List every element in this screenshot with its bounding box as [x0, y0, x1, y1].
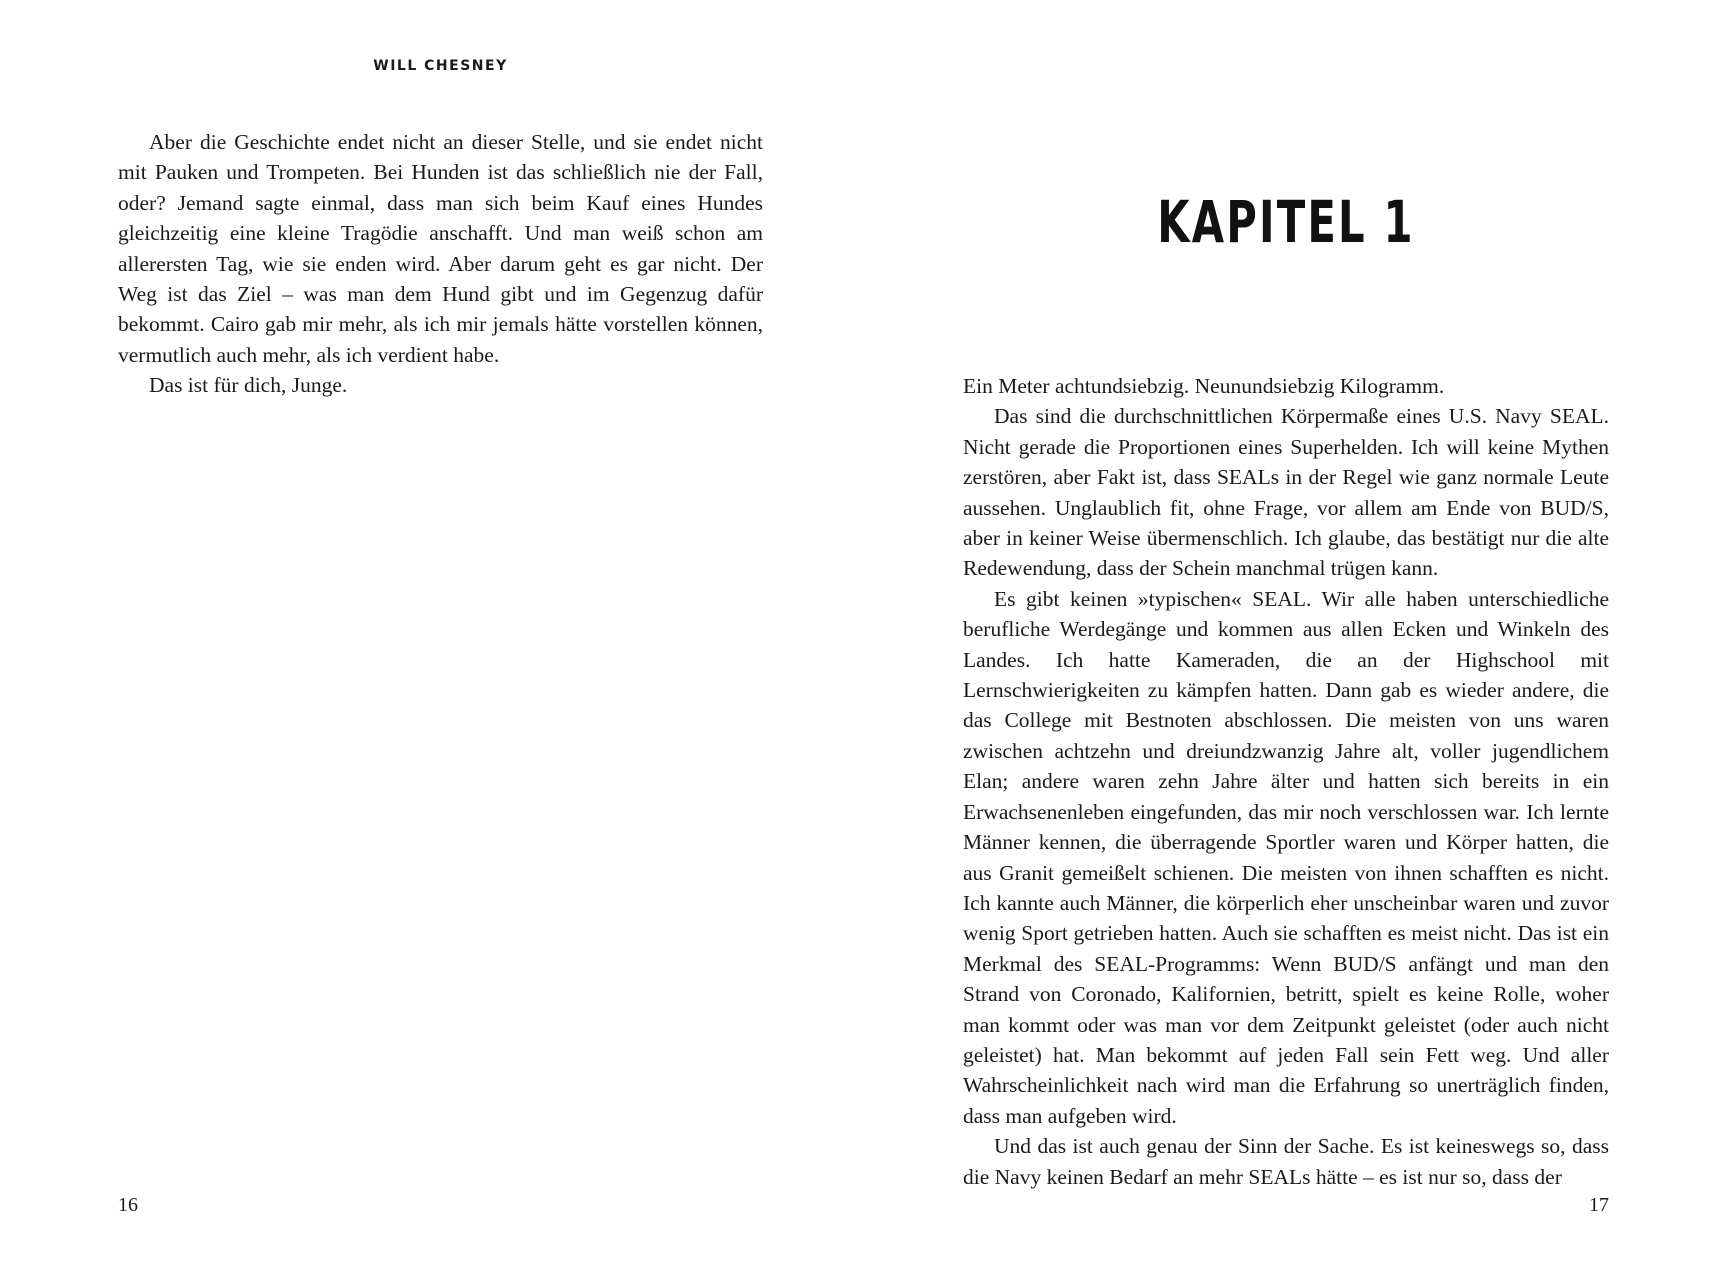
paragraph: Aber die Geschichte endet nicht an dieser Stelle, und sie endet nicht mit Pauken und Trompeten. Bei Hunden ist das schließlich nie der Fall, oder? Jemand sagte einmal, dass man sich beim Kauf eines Hundes gleichzeitig eine kleine Tragödie anschafft. Und man weiß schon am allerersten Tag, wie sie enden wird. Aber darum geht es gar nicht. Der Weg ist das Ziel – was man dem Hund gibt und im Gegenzug dafür bekommt. Cairo gab mir mehr, als ich mir jemals hätte vorstellen können, vermutlich auch mehr, als ich verdient habe. [118, 130, 763, 367]
page-number: 16 [118, 1194, 138, 1216]
body-text [118, 127, 763, 401]
right-page [856, 0, 1713, 1270]
paragraph: Und das ist auch genau der Sinn der Sache. Es ist keineswegs so, dass die Navy keinen Bedarf an mehr SEALs hätte – es ist nur so, dass der [963, 1134, 1609, 1189]
paragraph: Es gibt keinen »typischen« SEAL. Wir alle haben unterschiedliche berufliche Werdegänge und kommen aus allen Ecken und Winkeln des Landes. Ich hatte Kameraden, die an der Highschool mit Lernschwierigkeiten zu kämpfen hatten. Dann gab es wieder andere, die das College mit Bestnoten abschlossen. Die meisten von uns waren zwischen achtzehn und dreiundzwanzig Jahre alt, voller jugendlichem Elan; andere waren zehn Jahre älter und hatten sich bereits in ein Erwachsenenleben eingefunden, das mir noch verschlossen war. Ich lernte Männer kennen, die überragende Sportler waren und Körper hatten, die aus Granit gemeißelt schienen. Die meisten von ihnen schafften es nicht. Ich kannte auch Männer, die körperlich eher unscheinbar waren und zuvor wenig Sport getrieben hatten. Auch sie schafften es meist nicht. Das ist ein Merkmal des SEAL-Programms: Wenn BUD/S anfängt und man den Strand von Coronado, Kalifornien, betritt, spielt es keine Rolle, woher man kommt oder was man vor dem Zeitpunkt geleistet (oder auch nicht geleistet) hat. Man bekommt auf jeden Fall sein Fett weg. Und aller Wahrscheinlichkeit nach wird man die Erfahrung so unerträglich finden, dass man aufgeben wird. [963, 586, 1609, 1128]
paragraph: Das sind die durchschnittlichen Körpermaße eines U.S. Navy SEAL. Nicht gerade die Proportionen eines Superhelden. Ich will keine Mythen zerstören, aber Fakt ist, dass SEALs in der Regel wie ganz normale Leute aussehen. Unglaublich fit, ohne Frage, vor allem am Ende von BUD/S, aber in keiner Weise übermenschlich. Ich glaube, das bestätigt nur die alte Redewendung, dass der Schein manchmal trügen kann. [963, 404, 1609, 581]
chapter-title: KAPITEL 1 [1157, 188, 1415, 256]
page-number: 17 [1589, 1194, 1609, 1216]
left-page [0, 0, 856, 1270]
running-head: WILL CHESNEY [373, 58, 508, 74]
paragraph: Das ist für dich, Junge. [149, 373, 348, 398]
paragraph: Ein Meter achtundsiebzig. Neunundsiebzig Kilogramm. [963, 374, 1445, 398]
body-text [963, 371, 1609, 1192]
